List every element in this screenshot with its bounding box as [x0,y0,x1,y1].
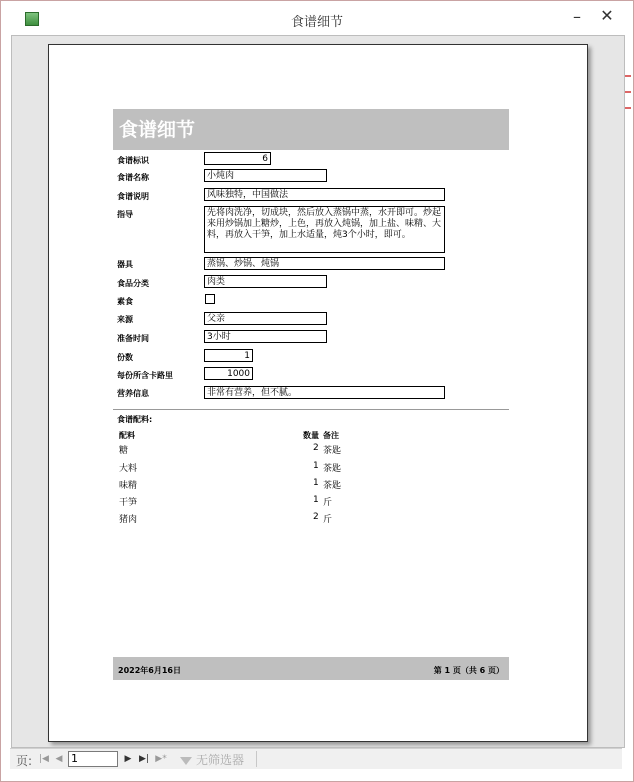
report-footer [113,657,509,680]
ingredient-qty: 1 [313,461,319,471]
close-button[interactable]: ✕ [600,6,614,25]
page-nav-label: 页: [16,754,33,768]
field-calories: 1000 [204,367,253,380]
last-page-icon[interactable]: ▶| [139,754,149,764]
field-instructions: 先将肉洗净，切成块，然后放入蒸锅中蒸，水开即可。炒起来用炒锅加上糖炒，上色，再放入炖锅，加上盐、味精、大料，再放入干笋，加上水适量，炖3个小时，即可。 [204,206,445,253]
background-window-edge [625,61,634,181]
section-divider [113,409,509,410]
footer-page-number: 第 1 页（共 6 页） [433,666,504,675]
record-navigation-bar [10,748,622,769]
ingredient-qty: 1 [313,478,319,488]
field-label-calories: 每份所含卡路里 [117,371,173,380]
ingredient-qty: 2 [313,443,319,453]
first-page-icon[interactable]: |◀ [39,754,49,764]
window-title: 食谱细节 [290,15,343,30]
print-preview-area[interactable] [11,35,625,748]
ingredient-qty: 1 [313,495,319,505]
new-record-icon[interactable]: ▶* [155,754,167,764]
filter-label: 无筛选器 [196,753,245,767]
field-label-utensils: 器具 [117,260,133,269]
ingredient-name-header: 配料 [119,431,135,440]
ingredient-name: 干笋 [119,498,138,508]
ingredient-unit: 斤 [323,498,333,508]
ingredient-qty-header: 数量 [303,431,319,440]
report-header [113,109,509,150]
previous-page-icon[interactable]: ◀ [55,754,63,764]
field-label-recipe-id: 食谱标识 [117,156,149,165]
ingredient-name: 糖 [119,446,129,456]
field-label-recipe-name: 食谱名称 [117,173,149,182]
field-servings: 1 [204,349,253,362]
field-label-nutrition: 营养信息 [117,389,149,398]
ingredient-unit: 茶匙 [323,481,342,491]
field-recipe-id: 6 [204,152,271,165]
field-label-source: 来源 [117,315,133,324]
field-label-description: 食谱说明 [117,192,149,201]
ingredient-unit: 茶匙 [323,464,342,474]
field-description: 风味独特，中国做法 [204,188,445,201]
ingredient-name: 味精 [119,481,138,491]
report-title: 食谱细节 [119,119,196,141]
next-page-icon[interactable]: ▶ [124,754,132,764]
field-label-instructions: 指导 [117,210,133,219]
field-utensils: 蒸锅、炒锅、炖锅 [204,257,445,270]
field-category: 肉类 [204,275,327,288]
ingredient-unit: 茶匙 [323,446,342,456]
ingredient-qty: 2 [313,512,319,522]
filter-indicator[interactable] [180,751,244,768]
ingredient-name: 大料 [119,464,138,474]
footer-date: 2022年6月16日 [118,666,181,675]
page-number-input[interactable]: 1 [68,751,118,767]
ingredient-note-header: 备注 [323,431,339,440]
nav-separator [256,751,257,767]
field-nutrition: 非常有营养，但不腻。 [204,386,445,399]
ingredients-heading: 食谱配料: [117,415,153,424]
field-label-prep-time: 准备时间 [117,334,149,343]
title-bar [1,1,633,35]
vegetarian-checkbox [205,294,215,304]
field-label-category: 食品分类 [117,279,149,288]
report-page [48,44,588,742]
field-recipe-name: 小炖肉 [204,169,327,182]
minimize-button[interactable]: – [573,7,581,26]
field-label-servings: 份数 [117,353,133,362]
field-label-vegetarian: 素食 [117,297,133,306]
field-prep-time: 3小时 [204,330,327,343]
ingredient-unit: 斤 [323,515,333,525]
filter-icon [180,757,192,765]
field-source: 父亲 [204,312,327,325]
ingredient-name: 猪肉 [119,515,138,525]
